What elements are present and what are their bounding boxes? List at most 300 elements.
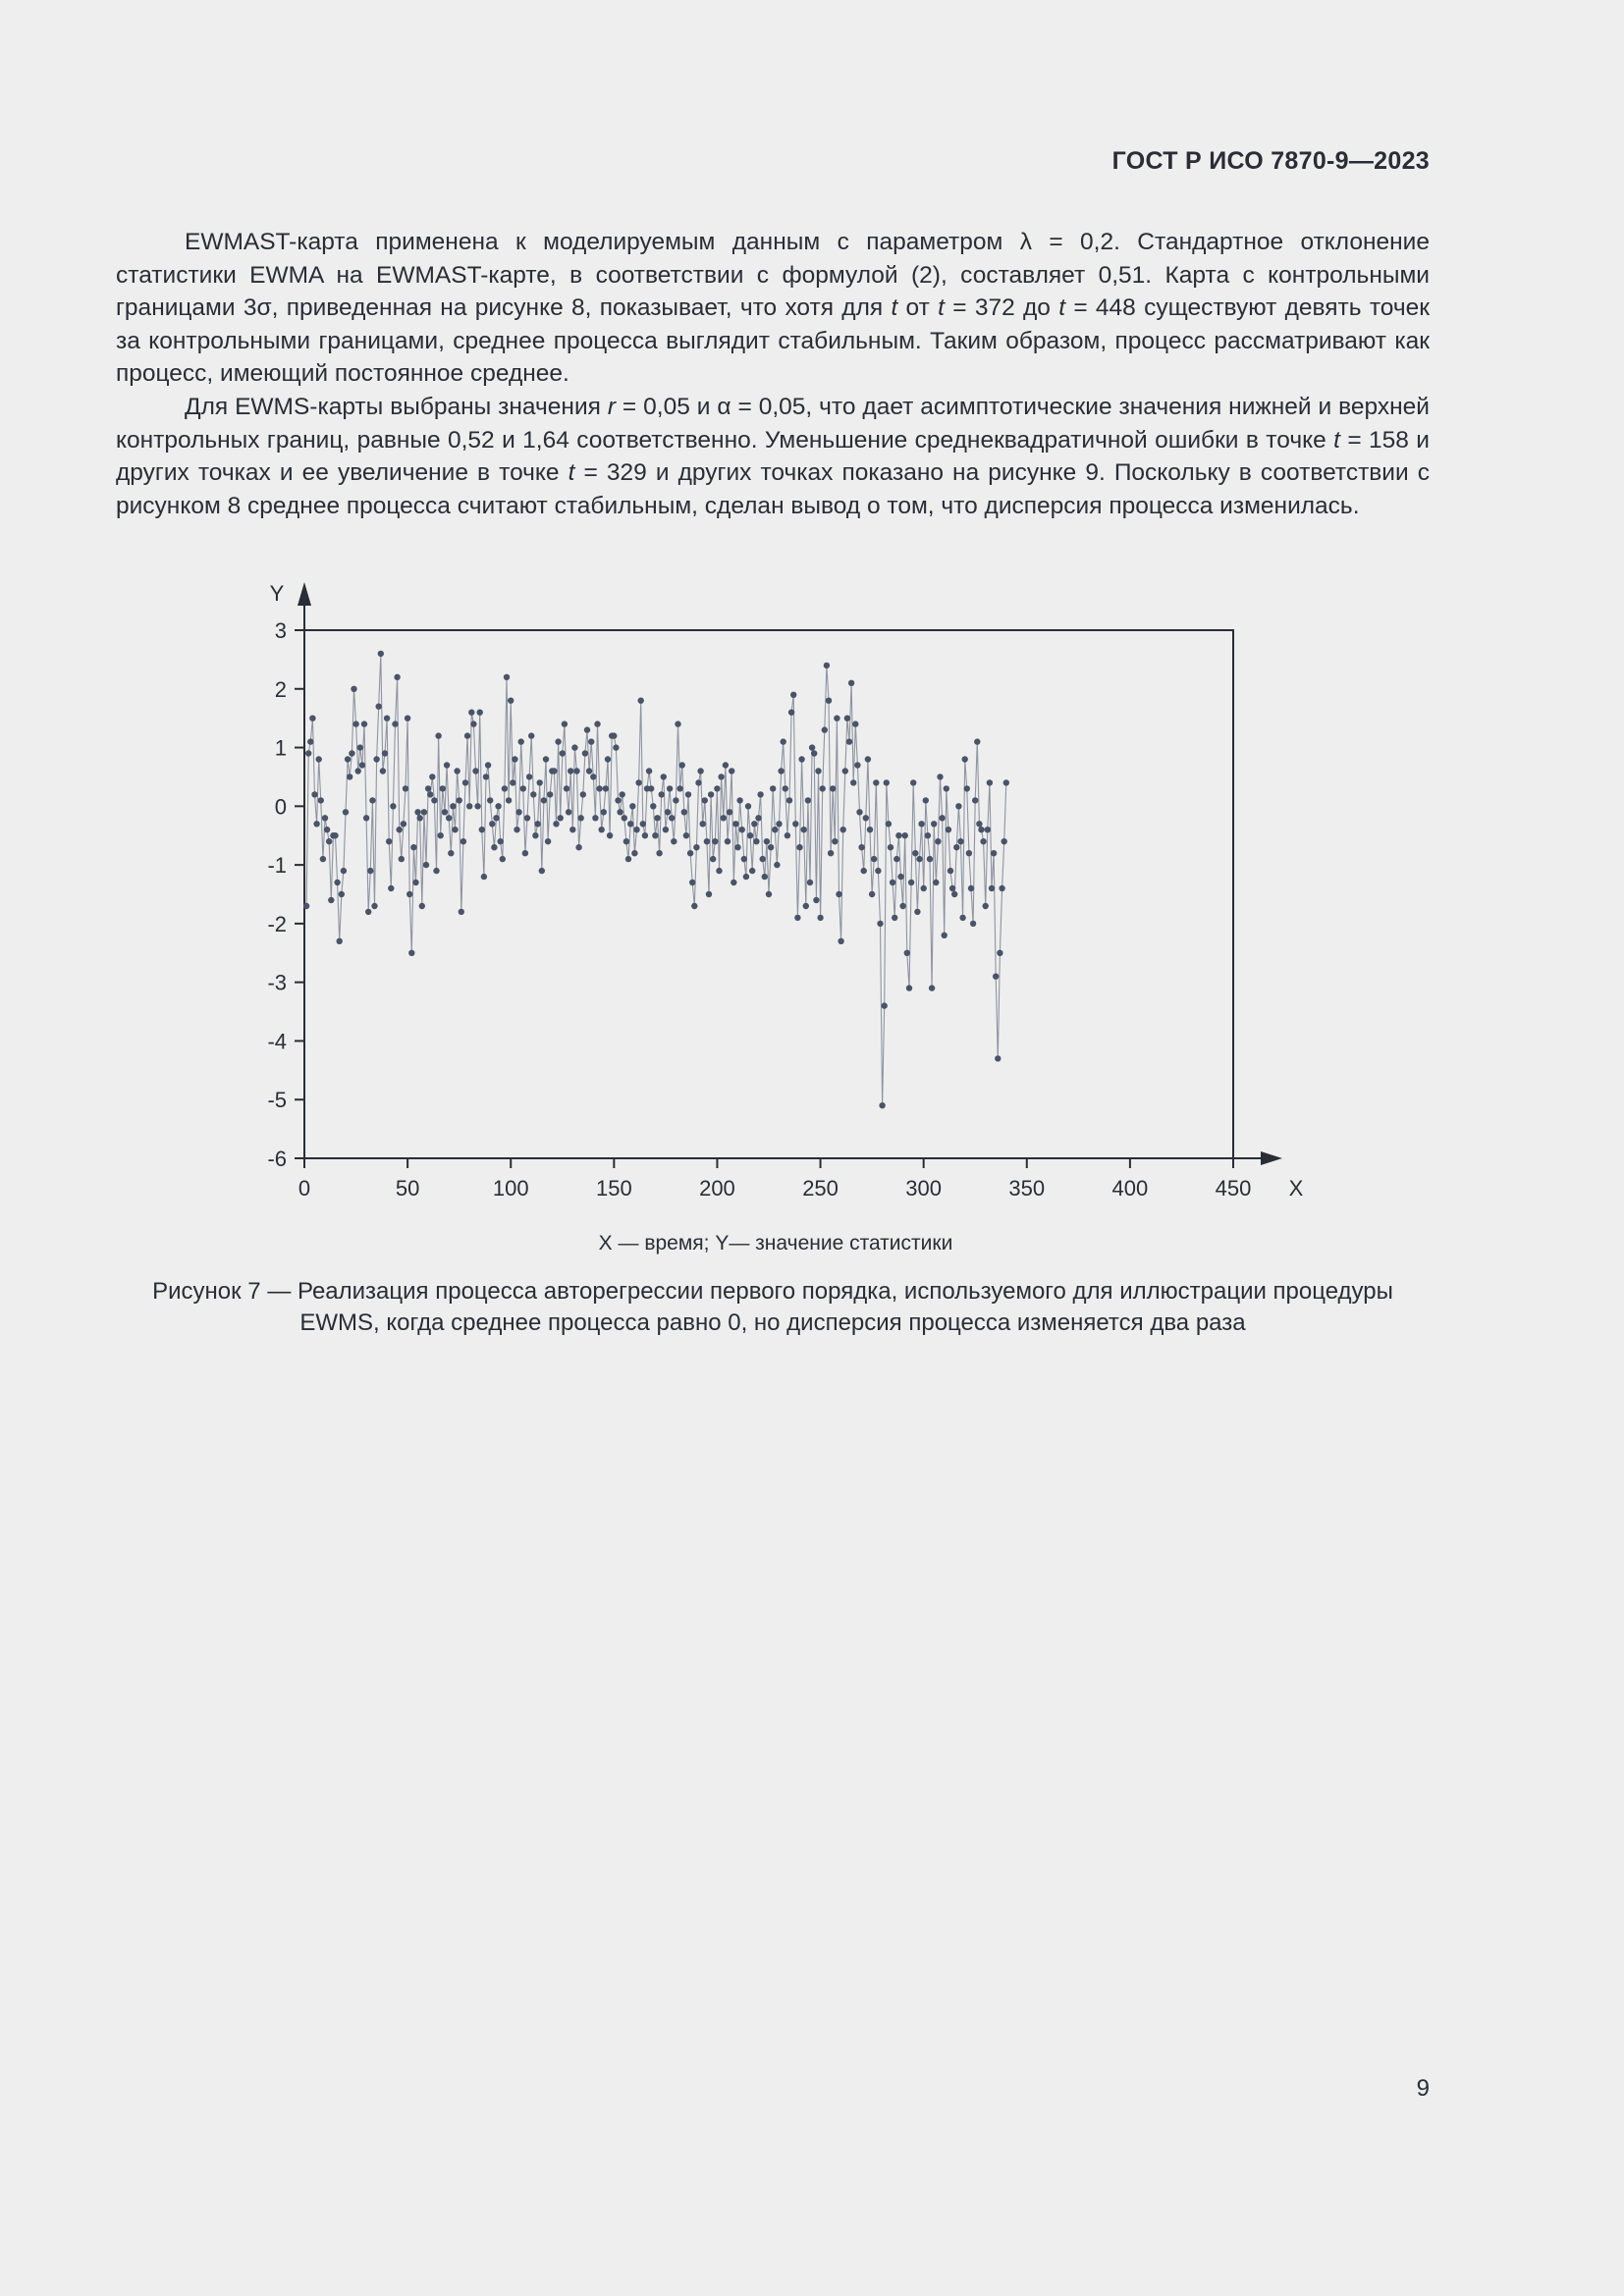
caption-line-2: EWMS, когда среднее процесса равно 0, но дисперсия процесса изменяется два раза [299, 1309, 1246, 1336]
data-point [937, 774, 943, 779]
data-point [897, 874, 903, 880]
y-tick-label: -2 [267, 911, 287, 936]
data-point [345, 756, 351, 762]
data-point [313, 821, 319, 827]
data-point [980, 838, 986, 844]
data-point [483, 774, 489, 779]
data-point [582, 750, 588, 756]
data-point [452, 827, 458, 832]
data-point [481, 874, 487, 880]
data-point [539, 868, 545, 874]
data-point [522, 850, 528, 856]
data-point [532, 832, 538, 838]
x-tick-label: 350 [1008, 1176, 1046, 1201]
data-point [309, 716, 315, 721]
document-header: ГОСТ Р ИСО 7870-9—2023 [1111, 147, 1430, 175]
data-point [318, 797, 324, 803]
x-tick-label: 150 [595, 1176, 632, 1201]
data-point [543, 756, 549, 762]
data-point [332, 832, 338, 838]
data-point [607, 832, 613, 838]
data-point [867, 827, 873, 832]
x-tick-label: 450 [1215, 1176, 1252, 1201]
data-point [629, 803, 635, 809]
x-tick-label: 300 [905, 1176, 943, 1201]
data-point [745, 803, 751, 809]
data-point [635, 779, 641, 785]
data-point [508, 698, 514, 704]
data-point [547, 791, 553, 797]
data-point [729, 768, 734, 774]
data-point [520, 785, 526, 791]
italic-variable: t [891, 294, 898, 322]
data-point [966, 850, 972, 856]
data-point [553, 821, 559, 827]
data-point [760, 856, 766, 862]
data-point [704, 838, 710, 844]
data-point [498, 838, 504, 844]
data-point [448, 850, 454, 856]
data-point [611, 732, 617, 738]
data-point [410, 844, 416, 850]
data-point [431, 797, 437, 803]
data-point [695, 779, 701, 785]
data-point [838, 938, 843, 944]
data-point [972, 797, 978, 803]
data-point [625, 856, 631, 862]
data-point [778, 768, 784, 774]
data-point [341, 868, 347, 874]
data-point [562, 721, 568, 726]
data-point [776, 821, 782, 827]
data-point [747, 832, 753, 838]
data-point [706, 891, 712, 897]
figure-caption [116, 1276, 1430, 1339]
data-point [650, 803, 656, 809]
data-point [551, 768, 557, 774]
data-point [714, 785, 720, 791]
data-point [444, 762, 450, 768]
data-point [822, 726, 828, 732]
data-point [405, 716, 410, 721]
data-point [558, 815, 564, 821]
data-point [925, 832, 931, 838]
data-point [435, 732, 441, 738]
data-point [537, 779, 543, 785]
data-point [373, 756, 379, 762]
data-point [916, 856, 922, 862]
data-point [685, 791, 691, 797]
data-point [351, 686, 356, 692]
data-point [817, 915, 823, 921]
data-point [848, 680, 854, 686]
data-point [933, 880, 939, 885]
data-point [858, 844, 864, 850]
data-point [417, 815, 423, 821]
data-point [929, 985, 935, 990]
data-point [493, 815, 499, 821]
data-point [423, 862, 429, 868]
y-tick-label: -4 [267, 1029, 287, 1054]
data-point [892, 915, 897, 921]
data-point [743, 874, 749, 880]
y-axis-label: Y [269, 581, 285, 606]
data-point [999, 885, 1004, 891]
data-point [530, 791, 536, 797]
data-point [648, 785, 654, 791]
data-point [369, 797, 375, 803]
data-point [633, 827, 639, 832]
figure-legend: X — время; Y— значение статистики [598, 1232, 953, 1255]
data-point [718, 774, 724, 779]
data-point [491, 844, 497, 850]
data-point [474, 803, 480, 809]
data-point [640, 821, 646, 827]
data-point [964, 785, 970, 791]
data-point [347, 774, 352, 779]
data-point [305, 750, 311, 756]
data-point [566, 809, 571, 815]
data-point [923, 797, 929, 803]
data-point [646, 768, 652, 774]
data-point [912, 850, 918, 856]
italic-variable: r [607, 393, 616, 420]
data-point [320, 856, 326, 862]
data-point [622, 815, 627, 821]
x-axis-label: X [1288, 1176, 1304, 1201]
data-point [328, 897, 334, 903]
data-point [495, 803, 501, 809]
paragraph: Для EWMS-карты выбраны значения r = 0,05 и α = 0,05, что дает асимптотические значения нижней и верхней контрольных границ, равные 0,52 и 1,64 соответственно. Уменьшение среднеквадратичной ошибки в точке t = 158 и других точках и ее увеличение в точке t = 329 и других точках показано на рисунке 9. Поскольку в соответствии с рисунком 8 среднее процесса считают стабильным, сделан вывод о том, что дисперсия процесса изменилась. [116, 393, 1431, 519]
x-axis-arrow [1261, 1151, 1282, 1165]
data-point [942, 933, 947, 938]
data-point [854, 762, 860, 768]
data-point [620, 791, 625, 797]
data-point [339, 891, 345, 897]
data-point [736, 797, 742, 803]
data-point [774, 862, 780, 868]
data-point [586, 768, 592, 774]
data-point [785, 832, 790, 838]
data-point [871, 856, 877, 862]
data-point [976, 821, 982, 827]
data-point [762, 874, 768, 880]
y-tick-label: 0 [274, 794, 287, 820]
y-tick-label: -5 [267, 1088, 287, 1113]
data-point [627, 821, 633, 827]
data-point [652, 832, 658, 838]
data-point [723, 762, 729, 768]
data-point [766, 891, 772, 897]
data-point [987, 779, 993, 785]
data-point [303, 903, 309, 909]
data-point [654, 815, 660, 821]
data-point [450, 803, 456, 809]
data-point [865, 756, 871, 762]
data-point [908, 880, 914, 885]
data-point [524, 815, 530, 821]
data-point [725, 838, 731, 844]
data-point [464, 732, 470, 738]
data-point [877, 921, 883, 927]
data-point [638, 698, 644, 704]
data-point [571, 744, 577, 750]
data-point [813, 897, 819, 903]
data-point [826, 698, 832, 704]
data-point [677, 785, 682, 791]
data-point [886, 821, 892, 827]
data-point [479, 827, 485, 832]
data-point [459, 909, 464, 915]
data-point [485, 762, 491, 768]
data-point [962, 756, 968, 762]
data-point [852, 721, 858, 726]
data-point [605, 756, 611, 762]
data-point [809, 744, 815, 750]
data-point [902, 832, 908, 838]
data-point [337, 938, 343, 944]
y-axis-arrow [298, 582, 311, 606]
italic-variable: t [938, 294, 945, 322]
data-point [801, 827, 807, 832]
data-point [974, 738, 980, 744]
data-point [515, 809, 521, 815]
data-point [794, 915, 800, 921]
data-point [617, 809, 623, 815]
data-point [687, 850, 693, 856]
data-point [856, 809, 862, 815]
data-point [751, 821, 757, 827]
data-point [732, 821, 738, 827]
data-point [947, 868, 953, 874]
data-point [697, 768, 703, 774]
data-point [671, 838, 677, 844]
data-point [545, 838, 551, 844]
italic-variable: t [1333, 426, 1340, 454]
data-point [397, 827, 403, 832]
data-point [781, 738, 786, 744]
data-point [392, 721, 398, 726]
data-point [446, 815, 452, 821]
data-point [575, 844, 581, 850]
data-point [700, 821, 706, 827]
data-point [555, 738, 561, 744]
data-point [506, 797, 512, 803]
data-point [824, 663, 830, 668]
data-point [386, 838, 392, 844]
data-point [957, 838, 963, 844]
data-point [590, 774, 596, 779]
data-point [939, 815, 945, 821]
data-point [440, 785, 446, 791]
data-point [365, 909, 371, 915]
data-point [741, 856, 747, 862]
data-point [468, 710, 474, 716]
data-point [875, 868, 881, 874]
data-point [487, 797, 493, 803]
data-point [764, 838, 770, 844]
data-point [989, 885, 995, 891]
x-tick-label: 200 [699, 1176, 735, 1201]
data-point [997, 950, 1002, 956]
data-point [820, 785, 826, 791]
data-point [836, 891, 841, 897]
data-point [588, 738, 594, 744]
x-tick-label: 400 [1111, 1176, 1149, 1201]
data-point [1001, 838, 1007, 844]
data-point [803, 903, 809, 909]
data-point [815, 768, 821, 774]
data-point [534, 821, 540, 827]
data-point [403, 785, 408, 791]
data-point [921, 885, 927, 891]
data-point [663, 827, 669, 832]
data-point [689, 880, 695, 885]
data-point [419, 903, 425, 909]
data-point [376, 704, 382, 710]
y-tick-label: 3 [274, 618, 287, 643]
data-point [613, 744, 619, 750]
italic-variable: t [568, 459, 575, 487]
data-point [844, 716, 850, 721]
data-point [425, 785, 431, 791]
data-point [716, 868, 722, 874]
data-point [753, 838, 759, 844]
data-point [378, 651, 384, 657]
data-point [599, 827, 605, 832]
data-point [683, 832, 689, 838]
data-point [786, 797, 792, 803]
data-point [727, 809, 732, 815]
y-tick-label: -1 [267, 853, 287, 879]
data-point [869, 891, 875, 897]
data-point [442, 809, 448, 815]
data-point [414, 809, 420, 815]
data-point [935, 838, 941, 844]
data-point [406, 891, 412, 897]
data-point [772, 827, 778, 832]
data-point [382, 750, 388, 756]
data-point [798, 756, 804, 762]
data-point [363, 815, 369, 821]
data-point [510, 779, 515, 785]
data-point [796, 844, 802, 850]
data-point [757, 791, 763, 797]
data-point [500, 856, 506, 862]
data-point [528, 732, 534, 738]
data-point [832, 838, 838, 844]
data-point [669, 815, 675, 821]
data-point [326, 838, 332, 844]
data-point [412, 880, 418, 885]
data-point [642, 832, 648, 838]
data-point [569, 827, 575, 832]
data-point [656, 850, 662, 856]
data-point [792, 821, 798, 827]
data-point [783, 785, 788, 791]
data-point [955, 803, 961, 809]
data-point [427, 791, 433, 797]
data-point [429, 774, 435, 779]
data-point [953, 844, 959, 850]
data-point [359, 762, 365, 768]
data-point [401, 821, 406, 827]
caption-line-1: Рисунок 7 — Реализация процесса авторегрессии первого порядка, используемого для иллюстрации процедуры [152, 1278, 1393, 1305]
data-point [712, 838, 718, 844]
data-point [334, 880, 340, 885]
data-point [1003, 779, 1009, 785]
data-point [846, 738, 852, 744]
data-point [541, 797, 547, 803]
x-tick-label: 250 [802, 1176, 839, 1201]
data-point [665, 809, 671, 815]
data-point [512, 756, 517, 762]
data-point [357, 744, 363, 750]
data-point [504, 674, 510, 680]
data-point [805, 797, 811, 803]
paragraph: EWMAST-карта применена к моделируемым данным с параметром λ = 0,2. Стандартное отклонение статистики EWMA на EWMAST-карте, в соответствии с формулой (2), составляет 0,51. Карта с контрольными границами 3σ, приведенная на рисунке 8, показывает, что хотя для t от t = 372 до t = 448 существуют девять точек за контрольными границами, среднее процесса выглядит стабильным. Таким образом, процесс рассматривают как процесс, имеющий постоянное среднее. [116, 229, 1430, 388]
data-point [466, 803, 472, 809]
data-point [888, 844, 893, 850]
data-point [949, 885, 955, 891]
data-point [890, 880, 895, 885]
data-point [623, 838, 629, 844]
data-point [584, 726, 590, 732]
data-point [918, 821, 924, 827]
data-point [489, 821, 495, 827]
data-point [601, 809, 607, 815]
data-point [679, 762, 685, 768]
data-point [390, 803, 396, 809]
data-point [879, 1102, 885, 1108]
data-point [691, 903, 697, 909]
data-point [568, 768, 573, 774]
data-point [788, 710, 794, 716]
data-point [394, 674, 400, 680]
data-point [592, 815, 598, 821]
page-number: 9 [1416, 2075, 1430, 2102]
data-point [560, 750, 566, 756]
y-tick-label: -6 [267, 1147, 287, 1171]
data-point [596, 785, 602, 791]
data-point [603, 785, 609, 791]
data-point [367, 868, 373, 874]
data-point [681, 809, 687, 815]
x-tick-label: 100 [492, 1176, 529, 1201]
data-point [906, 985, 912, 990]
data-point [895, 832, 901, 838]
data-point [659, 791, 665, 797]
data-point [811, 750, 817, 756]
data-point [834, 716, 839, 721]
data-point [993, 974, 999, 980]
data-point [580, 791, 586, 797]
data-point [470, 721, 476, 726]
data-point [421, 809, 427, 815]
data-point [433, 868, 439, 874]
data-point [693, 844, 699, 850]
data-point [893, 856, 899, 862]
data-point [721, 815, 727, 821]
data-point [807, 880, 813, 885]
data-point [361, 721, 367, 726]
y-tick-label: 1 [274, 735, 287, 761]
data-point [454, 768, 460, 774]
data-point [307, 738, 313, 744]
data-point [914, 909, 920, 915]
italic-variable: t [1058, 294, 1066, 322]
data-point [995, 1055, 1001, 1061]
